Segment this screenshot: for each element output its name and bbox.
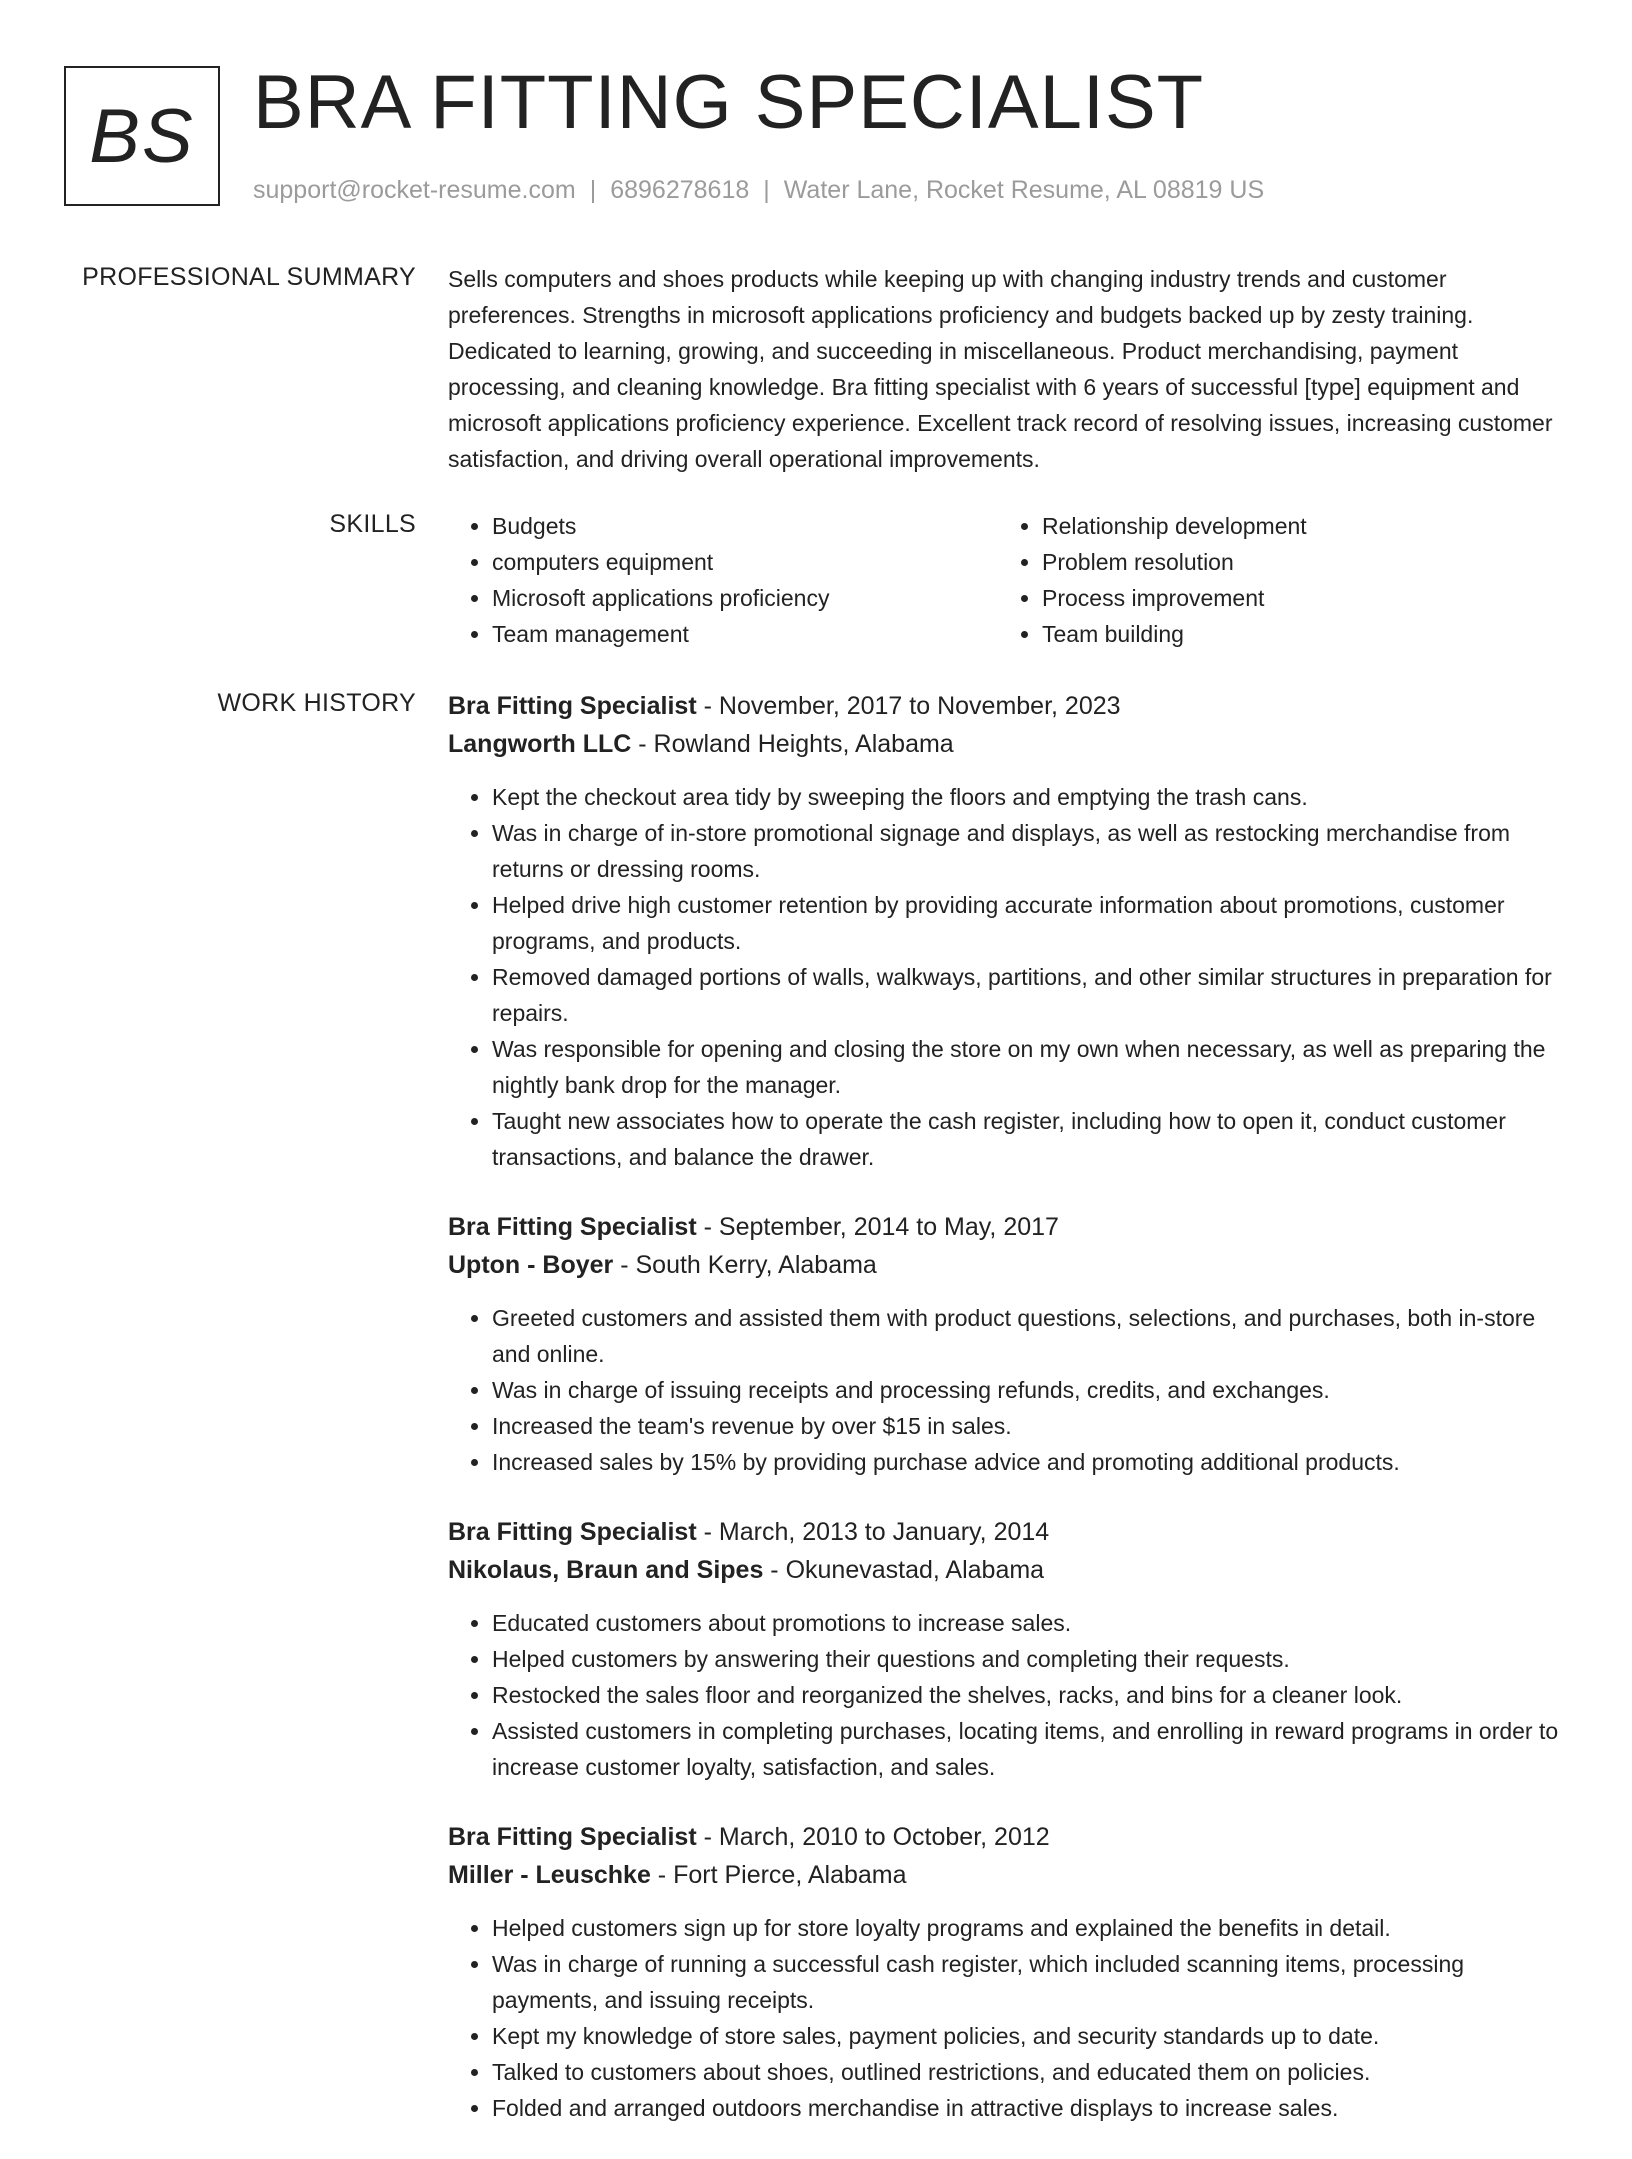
job-title: Bra Fitting Specialist: [448, 1823, 697, 1851]
summary-body: [448, 261, 1568, 477]
resume-title: BRA FITTING SPECIALIST: [253, 60, 1205, 145]
summary-text: Sells computers and shoes products while keeping up with changing industry trends and customer preferences. Strengths in microsoft applications proficiency and budgets backed up by zesty training. Dedicated to learning, growing, and succeeding in miscellaneous. Product merchandising, payment processing, and cleaning knowledge. Bra fitting specialist with 6 years of successful [type] equipment and microsoft applications proficiency experience. Excellent track record of resolving issues, increasing customer satisfaction, and driving overall operational improvements.: [448, 266, 1553, 472]
contact-address: Water Lane, Rocket Resume, AL 08819 US: [783, 176, 1265, 204]
job-bullet: • Was in charge of issuing receipts and processing refunds, credits, and exchanges.: [492, 1372, 1568, 1408]
job-title: Bra Fitting Specialist: [448, 1518, 697, 1546]
contact-line: [253, 174, 1264, 206]
job-bullet: • Helped drive high customer retention by providing accurate information about promotions, customer programs, and products.: [492, 887, 1568, 959]
contact-email: support@rocket-resume.com: [253, 176, 576, 204]
monogram-initials: BS: [89, 93, 195, 179]
job-bullets: [448, 1910, 1568, 2126]
job-title-line: [448, 1208, 1568, 1246]
skill-item: • Process improvement: [1042, 580, 1548, 616]
skill-item: • Team management: [492, 616, 998, 652]
job-bullet: • Educated customers about promotions to increase sales.: [492, 1605, 1568, 1641]
job-entry: [448, 1818, 1568, 2126]
job-location: - Fort Pierce, Alabama: [650, 1861, 907, 1889]
monogram-box: [64, 66, 220, 206]
job-bullet: • Increased sales by 15% by providing purchase advice and promoting additional products.: [492, 1444, 1568, 1480]
job-dates: - March, 2010 to October, 2012: [696, 1823, 1050, 1851]
job-entry: [448, 687, 1568, 1175]
job-bullet: • Talked to customers about shoes, outlined restrictions, and educated them on policies.: [492, 2054, 1568, 2090]
job-company: Miller - Leuschke: [448, 1861, 651, 1889]
job-bullet: • Increased the team's revenue by over $15 in sales.: [492, 1408, 1568, 1444]
job-bullet: • Was in charge of running a successful cash register, which included scanning items, processing payments, and issuing receipts.: [492, 1946, 1568, 2018]
skills-list-right: [998, 508, 1548, 652]
job-bullet: • Was responsible for opening and closing the store on my own when necessary, as well as preparing the nightly bank drop for the manager.: [492, 1031, 1568, 1103]
job-dates: - September, 2014 to May, 2017: [696, 1213, 1059, 1241]
job-company-line: [448, 1856, 1568, 1894]
job-entry: [448, 1208, 1568, 1480]
work-history-heading: WORK HISTORY: [217, 689, 416, 717]
job-entry: [448, 1513, 1568, 1785]
skill-item: • Budgets: [492, 508, 998, 544]
skill-item: • Microsoft applications proficiency: [492, 580, 998, 616]
job-bullets: [448, 1605, 1568, 1785]
job-title-line: [448, 1818, 1568, 1856]
job-bullet: • Restocked the sales floor and reorganized the shelves, racks, and bins for a cleaner look.: [492, 1677, 1568, 1713]
job-location: - Okunevastad, Alabama: [763, 1556, 1045, 1584]
job-bullets: [448, 779, 1568, 1175]
skill-item: • computers equipment: [492, 544, 998, 580]
contact-phone: 6896278618: [610, 176, 750, 204]
skills-list-left: [448, 508, 998, 652]
skill-item: • Problem resolution: [1042, 544, 1548, 580]
skill-item: • Team building: [1042, 616, 1548, 652]
job-bullet: • Was in charge of in-store promotional signage and displays, as well as restocking merchandise from returns or dressing rooms.: [492, 815, 1568, 887]
job-company-line: [448, 1551, 1568, 1589]
job-location: - South Kerry, Alabama: [613, 1251, 877, 1279]
job-title-line: [448, 1513, 1568, 1551]
job-bullet: • Folded and arranged outdoors merchandise in attractive displays to increase sales.: [492, 2090, 1568, 2126]
job-company: Nikolaus, Braun and Sipes: [448, 1556, 764, 1584]
skills-heading: SKILLS: [329, 510, 416, 538]
job-company-line: [448, 725, 1568, 763]
job-bullet: • Greeted customers and assisted them with product questions, selections, and purchases, both in-store and online.: [492, 1300, 1568, 1372]
job-dates: - March, 2013 to January, 2014: [696, 1518, 1050, 1546]
job-bullet: • Assisted customers in completing purchases, locating items, and enrolling in reward programs in order to increase customer loyalty, satisfaction, and sales.: [492, 1713, 1568, 1785]
job-bullet: • Kept the checkout area tidy by sweeping the floors and emptying the trash cans.: [492, 779, 1568, 815]
job-company: Langworth LLC: [448, 730, 632, 758]
job-dates: - November, 2017 to November, 2023: [696, 692, 1121, 720]
summary-heading: PROFESSIONAL SUMMARY: [82, 263, 416, 291]
contact-separator: |: [589, 176, 597, 204]
job-bullets: [448, 1300, 1568, 1480]
contact-separator: |: [763, 176, 770, 204]
job-bullet: • Helped customers by answering their questions and completing their requests.: [492, 1641, 1568, 1677]
job-bullet: • Removed damaged portions of walls, walkways, partitions, and other similar structures in preparation for repairs.: [492, 959, 1568, 1031]
job-title: Bra Fitting Specialist: [448, 1213, 697, 1241]
job-company-line: [448, 1246, 1568, 1284]
job-bullet: • Helped customers sign up for store loyalty programs and explained the benefits in detail.: [492, 1910, 1568, 1946]
job-bullet: • Taught new associates how to operate the cash register, including how to open it, conduct customer transactions, and balance the drawer.: [492, 1103, 1568, 1175]
job-company: Upton - Boyer: [448, 1251, 614, 1279]
job-title: Bra Fitting Specialist: [448, 692, 697, 720]
skills-grid: [448, 508, 1568, 652]
job-title-line: [448, 687, 1568, 725]
skill-item: • Relationship development: [1042, 508, 1548, 544]
work-history-body: [448, 687, 1568, 2159]
job-location: - Rowland Heights, Alabama: [631, 730, 954, 758]
job-bullet: • Kept my knowledge of store sales, payment policies, and security standards up to date.: [492, 2018, 1568, 2054]
